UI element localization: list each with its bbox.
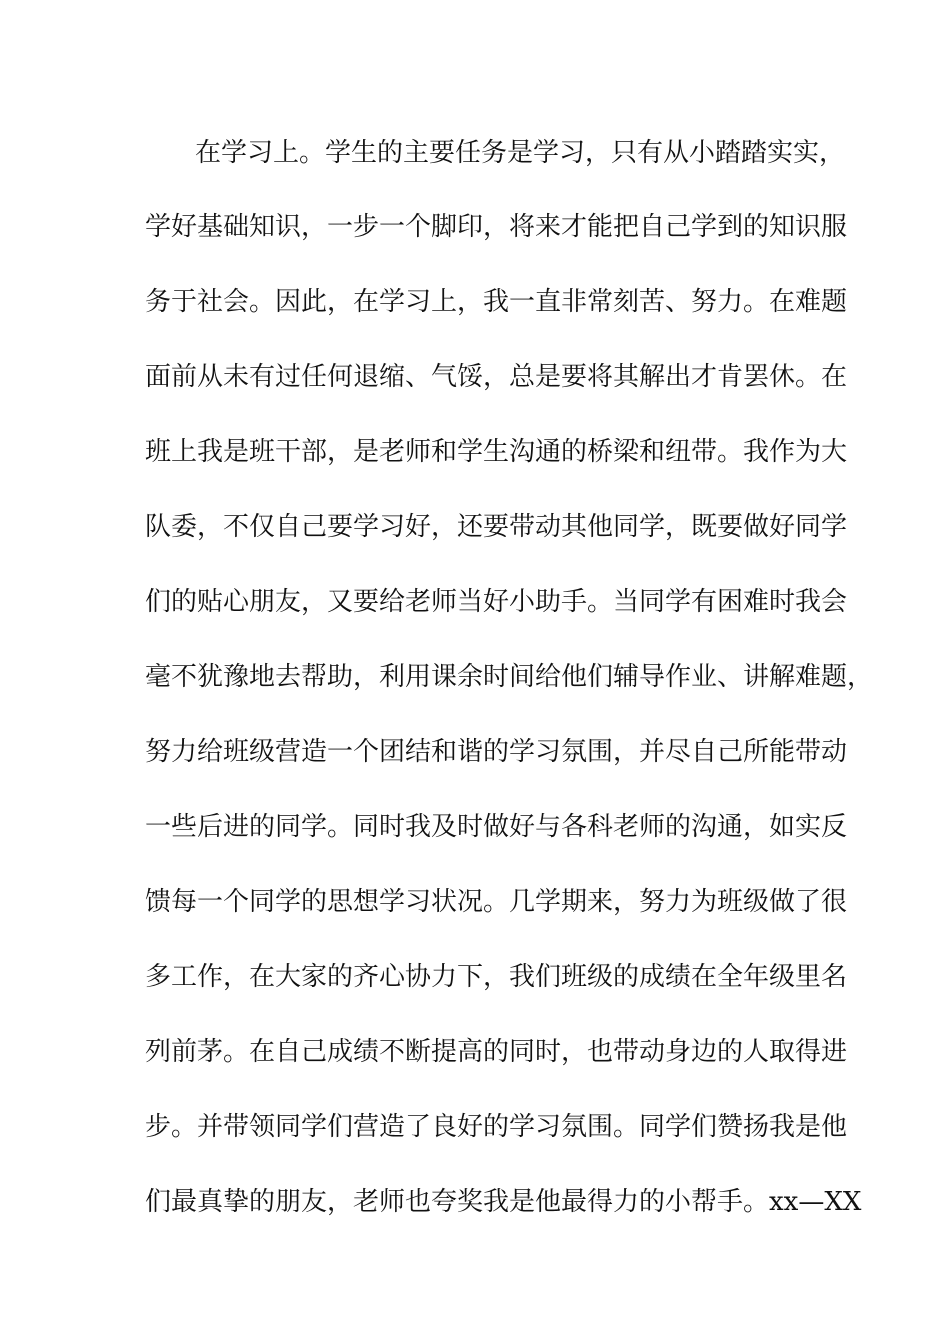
paragraph-line: 在学习上。学生的主要任务是学习，只有从小踏踏实实，	[195, 138, 846, 168]
paragraph-line: 多工作，在大家的齐心协力下，我们班级的成绩在全年级里名	[145, 962, 848, 992]
paragraph-line: 务于社会。因此，在学习上，我一直非常刻苦、努力。在难题	[145, 287, 848, 317]
paragraph-line: 馈每一个同学的思想学习状况。几学期来，努力为班级做了很	[145, 887, 848, 917]
paragraph-line: 步。并带领同学们营造了良好的学习氛围。同学们赞扬我是他	[145, 1112, 848, 1142]
paragraph-line: 努力给班级营造一个团结和谐的学习氛围，并尽自己所能带动	[145, 737, 848, 767]
paragraph-line: 列前茅。在自己成绩不断提高的同时，也带动身边的人取得进	[145, 1037, 848, 1067]
paragraph-line: 班上我是班干部，是老师和学生沟通的桥梁和纽带。我作为大	[145, 437, 848, 467]
paragraph-line: 队委，不仅自己要学习好，还要带动其他同学，既要做好同学	[145, 512, 848, 542]
paragraph-line: 面前从未有过任何退缩、气馁，总是要将其解出才肯罢休。在	[145, 362, 848, 392]
paragraph-line: 毫不犹豫地去帮助，利用课余时间给他们辅导作业、讲解难题，	[145, 662, 874, 692]
paragraph-line: 一些后进的同学。同时我及时做好与各科老师的沟通，如实反	[145, 812, 848, 842]
paragraph-line: 们的贴心朋友，又要给老师当好小助手。当同学有困难时我会	[145, 587, 848, 617]
paragraph-line: 们最真挚的朋友，老师也夸奖我是他最得力的小帮手。xx—XX	[145, 1187, 862, 1217]
paragraph-line: 学好基础知识，一步一个脚印，将来才能把自己学到的知识服	[145, 212, 848, 242]
